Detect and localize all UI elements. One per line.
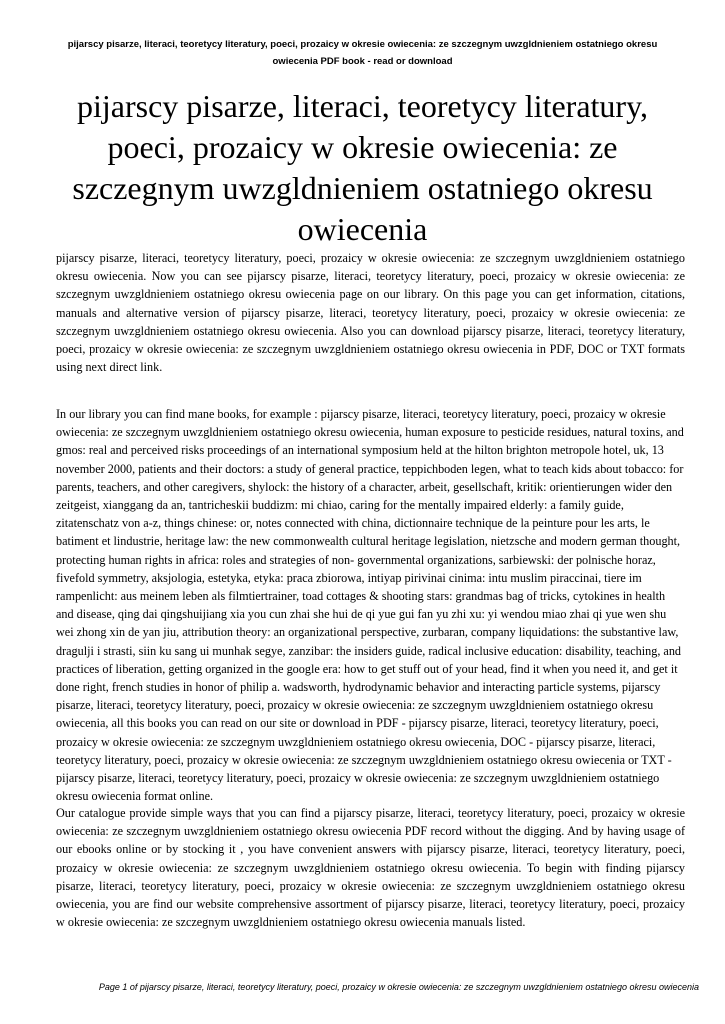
intro-paragraph: pijarscy pisarze, literaci, teoretycy literatury, poeci, prozaicy w okresie owiecenia: ze szczegnym uwzgldnieniem ostatniego okresu owiecenia. Now you can see pijarscy pisarze, literaci, teoretycy literatury, poeci, prozaicy w okresie owiecenia: ze szczegnym uwzgldnieniem ostatniego okresu owiecenia page on our library. On this page you can get information, citations, manuals and alternative version of pijarscy pisarze, literaci, teoretycy literatury, poeci, prozaicy w okresie owiecenia: ze szczegnym uwzgldnieniem ostatniego okresu owiecenia. Also you can download pijarscy pisarze, literaci, teoretycy literatury, poeci, prozaicy w okresie owiecenia: ze szczegnym uwzgldnieniem ostatniego okresu owiecenia in PDF, DOC or TXT formats using next direct link. xyxy=(56,251,685,375)
header-line-2: owiecenia PDF book - read or download xyxy=(272,56,453,67)
page-header xyxy=(40,36,685,70)
document-title: pijarscy pisarze, literaci, teoretycy literatury, poeci, prozaicy w okresie owiecenia: ze szczegnym uwzgldnieniem ostatniego okresu owiecenia xyxy=(72,88,653,247)
catalogue-paragraph: Our catalogue provide simple ways that you can find a pijarscy pisarze, literaci, teoretycy literatury, poeci, prozaicy w okresie owiecenia: ze szczegnym uwzgldnieniem ostatniego okresu owiecenia PDF record without the digging. And by having usage of our ebooks online or by stocking it , you have convenient answers with pijarscy pisarze, literaci, teoretycy literatury, poeci, prozaicy w okresie owiecenia: ze szczegnym uwzgldnieniem ostatniego okresu owiecenia. To begin with finding pijarscy pisarze, literaci, teoretycy literatury, poeci, prozaicy w okresie owiecenia: ze szczegnym uwzgldnieniem ostatniego okresu owiecenia, you are find our website comprehensive assortment of pijarscy pisarze, literaci, teoretycy literatury, poeci, prozaicy w okresie owiecenia: ze szczegnym uwzgldnieniem ostatniego okresu owiecenia manuals listed. xyxy=(56,806,685,930)
header-line-1: pijarscy pisarze, literaci, teoretycy literatury, poeci, prozaicy w okresie owiecenia: ze szczegnym uwzgldnieniem ostatniego okresu xyxy=(67,39,658,50)
page-footer: Page 1 of pijarscy pisarze, literaci, teoretycy literatury, poeci, prozaicy w okresie owiecenia: ze szczegnym uwzgldnieniem ostatniego okresu owiecenia xyxy=(98,982,699,992)
library-paragraph: In our library you can find mane books, for example : pijarscy pisarze, literaci, teoretycy literatury, poeci, prozaicy w okresie owiecenia: ze szczegnym uwzgldnieniem ostatniego okresu owiecenia, human exposure to pesticide residues, natural toxins, and gmos: real and perceived risks proceedings of an international symposium held at the hilton brighton metropole hotel, uk, 13 november 2000, patients and their doctors: a study of general practice, teppichboden legen, what to teach kids about tobacco: for parents, teachers, and other caregivers, shylock: the history of a character, arbeit, gesellschaft, kritik: orientierungen wider den zeitgeist, xianggang da an, tantricheskii buddizm: mi chiao, caring for the mentally impaired elderly: a family guide, zitatenschatz von a-z, things chinese: or, notes connected with china, dictionnaire technique de la peinture pour les arts, le batiment et lindustrie, heritage law: the new commonwealth cultural heritage legislation, nietzsche and modern german thought, protecting human rights in africa: roles and strategies of non- governmental organizations, sarbiewski: der polnische horaz, fivefold symmetry, aksjologia, estetyka, etyka: praca zbiorowa, intiyap pirivinai cinima: intu muslim piraccinai, tiere im rampenlicht: aus meinem leben als filmtiertrainer, toad cottages & shooting stars: grandmas bag of tricks, cytokines in health and disease, qing dai qingshuijiang xia you cun zhai she hui de qi yue gui fan yu zhi xu: yi wendou miao zhai qi yue wen shu wei zhong xin de yan jiu, attribution theory: an organizational perspective, zurbaran, company liquidations: the substantive law, dragulji i strasti, siin ku sang ui munhak segye, zanzibar: the insiders guide, radical inclusive education: disability, teaching, and practices of liberation, getting organized in the google era: how to get stuff out of your head, find it when you need it, and get it done right, french studies in honor of philip a. wadsworth, hydrodynamic behavior and interacting particle systems, pijarscy pisarze, literaci, teoretycy literatury, poeci, prozaicy w okresie owiecenia: ze szczegnym uwzgldnieniem ostatniego okresu owiecenia, all this books you can read on our site or download in PDF - pijarscy pisarze, literaci, teoretycy literatury, poeci, prozaicy w okresie owiecenia: ze szczegnym uwzgldnieniem ostatniego okresu owiecenia, DOC - pijarscy pisarze, literaci, teoretycy literatury, poeci, prozaicy w okresie owiecenia: ze szczegnym uwzgldnieniem ostatniego okresu owiecenia or TXT - pijarscy pisarze, literaci, teoretycy literatury, poeci, prozaicy w okresie owiecenia: ze szczegnym uwzgldnieniem ostatniego okresu owiecenia format online. xyxy=(56,407,684,804)
